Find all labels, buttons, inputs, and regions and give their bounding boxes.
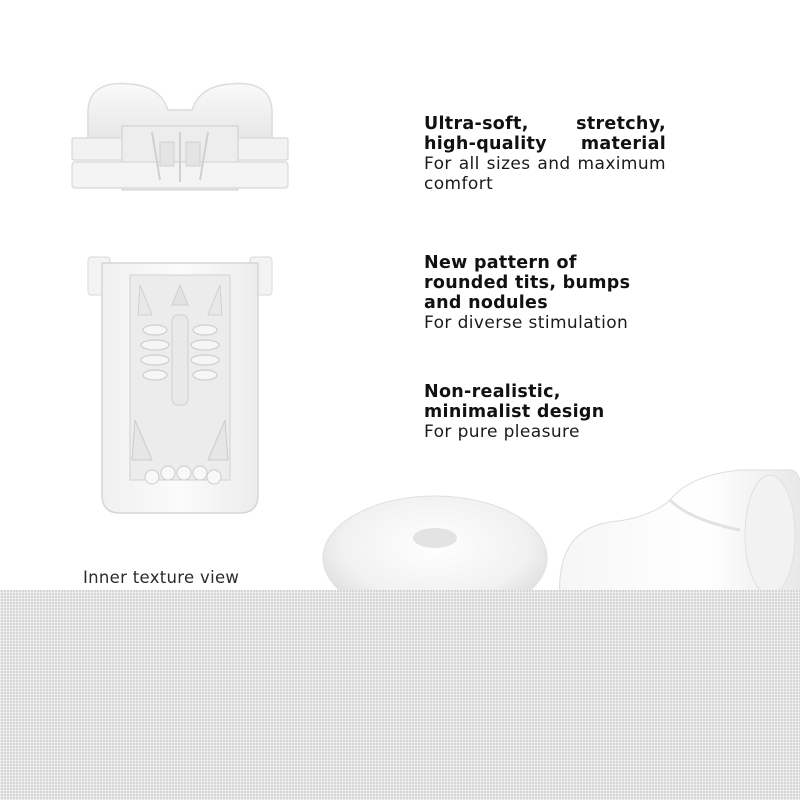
sleeve-cross-section-illustration [80,245,280,520]
feature-title: Ultra-soft, stretchy, high-quality material [424,114,666,154]
noise-band [0,590,800,800]
feature-material [424,114,666,194]
inner-texture-caption: Inner texture view [83,568,240,587]
feature-pattern [424,253,666,333]
feature-title: Non-realistic, minimalist design [424,382,605,422]
feature-title: New pattern of rounded tits, bumps and nodules [424,253,631,313]
feature-subtitle: For pure pleasure [424,422,580,442]
feature-subtitle: For all sizes and maximum comfort [424,154,666,194]
feature-subtitle: For diverse stimulation [424,313,629,333]
top-cap-illustration [60,70,300,200]
side-cap-illustration [540,460,800,600]
ring-end-illustration [315,480,555,600]
feature-design [424,382,666,442]
